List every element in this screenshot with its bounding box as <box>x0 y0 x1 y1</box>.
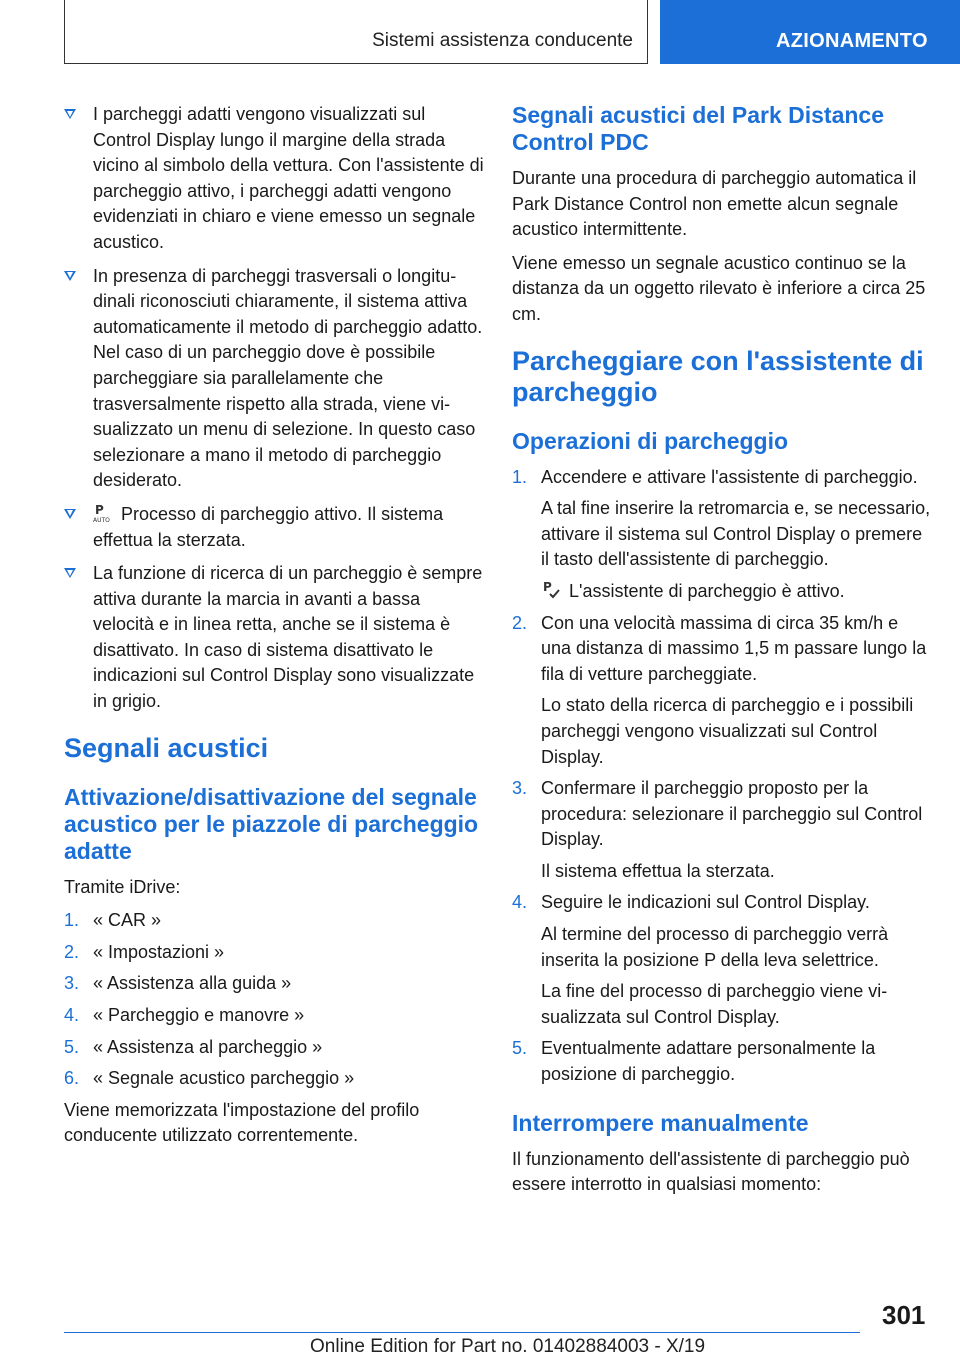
footer-divider <box>64 1332 860 1333</box>
list-item <box>64 1066 484 1092</box>
bullet-item <box>64 102 484 256</box>
triangle-bullet-icon <box>64 109 76 119</box>
step-text: « CAR » <box>93 910 162 931</box>
bullet-item <box>64 561 484 715</box>
step-detail: Il sistema effettua la sterzata. <box>541 860 775 881</box>
step-text: Confermare il parcheggio proposto per la procedura: selezionare il parcheggio sul Control Display. <box>541 778 923 850</box>
header-chapter-tab <box>660 0 960 64</box>
park-assist-auto-icon <box>93 503 113 523</box>
list-item <box>64 1003 484 1029</box>
step-text: « Segnale acustico parcheggio » <box>93 1068 355 1089</box>
list-item <box>512 611 932 688</box>
header-section-title: Sistemi assistenza conducente <box>372 30 633 51</box>
step-number: 4. <box>64 1005 80 1026</box>
svg-text:AUTO: AUTO <box>93 516 110 523</box>
left-column <box>64 102 484 1157</box>
step-detail-text: L'assistente di parcheggio è attivo. <box>569 580 845 601</box>
paragraph: Durante una procedura di parcheggio automatica il Park Distance Control non emette alcun segnale acustico intermittente. <box>512 168 917 240</box>
triangle-bullet-icon <box>64 568 76 578</box>
step-text: Accendere e attivare l'assistente di parcheggio. <box>541 466 918 487</box>
svg-text:P: P <box>95 502 104 517</box>
bullet-text: In presenza di parcheggi trasversali o longitudinali riconosciuti chiaramente, il sistema attiva automaticamente il metodo di parcheggio adatto. Nel caso di un parcheggio dove è possibile parcheggiare sia parallelamente che trasversalmente rispetto alla strada, viene visualizzato un menu di selezione. In questo caso selezionare a mano il metodo di parcheggio desiderato. <box>93 265 483 491</box>
bullet-text: Processo di parcheggio attivo. Il sistema effettua la sterzata. <box>93 503 444 550</box>
list-item <box>512 890 932 916</box>
bullet-item <box>64 502 484 553</box>
svg-text:P: P <box>543 579 552 594</box>
heading-attivazione: Attivazione/disattivazione del segnale acustico per le piazzole di parcheggio adatte <box>64 783 479 864</box>
step-number: 6. <box>64 1068 80 1089</box>
step-detail: Al termine del processo di parcheggio verrà inserita la posizione P della leva selettrice. <box>541 924 889 970</box>
triangle-bullet-icon <box>64 509 76 519</box>
step-text: « Assistenza alla guida » <box>93 973 292 994</box>
step-text: Seguire le indicazioni sul Control Display. <box>541 892 870 913</box>
step-detail: Lo stato della ricerca di parcheggio e i possibili parcheggi vengono visualizzati sul Control Display. <box>541 695 914 767</box>
step-number: 3. <box>64 973 80 994</box>
paragraph: Il funzionamento dell'assistente di parcheggio può essere interrotto in qualsiasi momento: <box>512 1148 910 1195</box>
bullet-item <box>64 264 484 494</box>
page-number: 301 <box>882 1300 926 1330</box>
step-number: 2. <box>64 941 80 962</box>
step-number: 2. <box>512 612 528 633</box>
heading-operazioni: Operazioni di parcheggio <box>512 427 789 454</box>
heading-parcheggiare: Parcheggiare con l'assistente di parcheggio <box>512 345 924 407</box>
step-number: 5. <box>512 1038 528 1059</box>
step-text: « Parcheggio e manovre » <box>93 1005 305 1026</box>
triangle-bullet-icon <box>64 271 76 281</box>
heading-interrompere: Interrompere manualmente <box>512 1109 809 1136</box>
heading-segnali-acustici: Segnali acustici <box>64 732 269 763</box>
step-number: 4. <box>512 892 528 913</box>
step-detail <box>512 579 932 605</box>
right-column <box>512 102 932 1206</box>
step-number: 1. <box>64 910 80 931</box>
park-assist-active-icon <box>541 580 561 600</box>
step-number: 5. <box>64 1036 80 1057</box>
step-text: Con una velocità massima di circa 35 km/h e una distanza di massimo 1,5 m passare lungo la fila di vetture parcheggiate. <box>541 612 927 684</box>
list-item <box>64 908 484 934</box>
footer-text: Online Edition for Part no. 01402884003 - X/19 <box>310 1336 706 1357</box>
list-item <box>512 1036 932 1087</box>
outro-text: Viene memorizzata l'impostazione del profilo conducente utilizzato correntemente. <box>64 1099 420 1146</box>
list-item <box>64 971 484 997</box>
intro-text: Tramite iDrive: <box>64 876 181 897</box>
step-detail: La fine del processo di parcheggio viene visualizzata sul Control Display. <box>541 981 888 1027</box>
list-item <box>512 776 932 853</box>
step-detail: A tal fine inserire la retromarcia e, se necessario, attivare il sistema sul Control Display o premere il tasto dell'assistente di parcheggio. <box>541 498 931 570</box>
list-item <box>512 465 932 491</box>
step-text: « Impostazioni » <box>93 941 225 962</box>
bullet-text: La funzione di ricerca di un parcheggio è sempre attiva durante la marcia in avanti a bassa velocità e in linea retta, anche se il sistema è disattivato. In caso di sistema disattivato le indicazioni sul Control Display sono visualizzate in grigio. <box>93 563 483 712</box>
list-item <box>64 940 484 966</box>
heading-pdc: Segnali acustici del Park Distance Control PDC <box>512 102 884 155</box>
bullet-text: I parcheggi adatti vengono visualizzati sul Control Display lungo il margine della strada vicino al simbolo della vettura. Con l'assistente di parcheggio attivo, i parcheggi adatti vengono evidenziati in chiaro e viene emesso un segnale acustico. <box>93 104 484 252</box>
header-chapter-title: AZIONAMENTO <box>776 30 928 52</box>
header-section-box <box>64 0 648 64</box>
step-number: 1. <box>512 466 528 487</box>
list-item <box>64 1035 484 1061</box>
paragraph: Viene emesso un segnale acustico continuo se la distanza da un oggetto rilevato è inferiore a circa 25 cm. <box>512 252 926 324</box>
step-text: Eventualmente adattare personalmente la posizione di parcheggio. <box>541 1038 876 1085</box>
step-text: « Assistenza al parcheggio » <box>93 1036 323 1057</box>
step-number: 3. <box>512 778 528 799</box>
